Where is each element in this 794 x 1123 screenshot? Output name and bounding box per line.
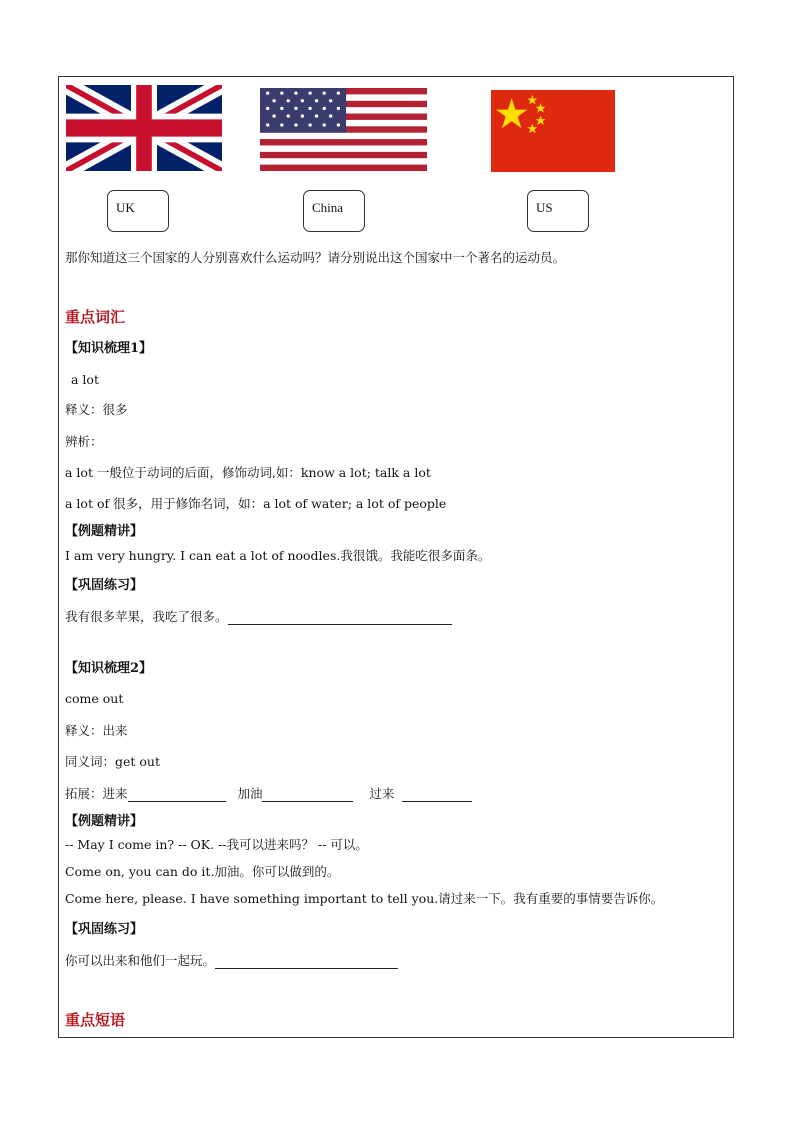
example-title-1: 【例题精讲】 <box>65 524 144 539</box>
answer-blank-come-in[interactable] <box>128 789 226 802</box>
word-come-out: come out <box>65 691 124 706</box>
phrase-heading: 重点短语 <box>65 1011 126 1029</box>
label-box-china[interactable]: China <box>303 190 365 232</box>
intro-question: 那你知道这三个国家的人分别喜欢什么运动吗？请分别说出这个国家中一个著名的运动员。 <box>65 250 566 265</box>
answer-blank-come-on[interactable] <box>262 789 353 802</box>
analysis-line-2: a lot of 很多，用于修饰名词，如：a lot of water; a lot of people <box>65 496 447 511</box>
analysis-label: 辨析： <box>65 434 103 449</box>
knowledge-title-1: 【知识梳理1】 <box>65 341 153 356</box>
label-box-uk[interactable]: UK <box>107 190 169 232</box>
practice-title-2: 【巩固练习】 <box>65 922 144 937</box>
example-1: I am very hungry. I can eat a lot of noodles.我很饿。我能吃很多面条。 <box>65 548 491 563</box>
answer-blank-1[interactable] <box>228 612 452 625</box>
answer-blank-2[interactable] <box>215 956 398 969</box>
knowledge-title-2: 【知识梳理2】 <box>65 661 153 676</box>
expand-label-2: 加油 <box>237 786 263 801</box>
word-a-lot: a lot <box>71 372 99 387</box>
uk-flag-image <box>66 85 222 171</box>
example-2c: Come here, please. I have something important to tell you.请过来一下。我有重要的事情要告诉你。 <box>65 891 664 906</box>
practice-title-1: 【巩固练习】 <box>65 578 144 593</box>
practice-text-2: 你可以出来和他们一起玩。 <box>65 953 216 968</box>
practice-question-2 <box>65 953 398 969</box>
example-2a: -- May I come in? -- OK. --我可以进来吗？ -- 可以。 <box>65 837 368 852</box>
practice-question-1 <box>65 609 452 625</box>
us-flag-image <box>260 88 427 171</box>
vocab-heading: 重点词汇 <box>65 308 126 326</box>
practice-text-1: 我有很多苹果，我吃了很多。 <box>65 609 228 624</box>
synonym-line: 同义词：get out <box>65 754 160 769</box>
expand-label-1: 拓展：进来 <box>65 786 128 801</box>
china-flag-image <box>491 90 615 172</box>
expand-label-3: 过来 <box>369 786 395 801</box>
expand-line <box>65 786 472 802</box>
meaning-1: 释义：很多 <box>65 402 128 417</box>
label-box-us[interactable]: US <box>527 190 589 232</box>
meaning-2: 释义：出来 <box>65 723 128 738</box>
answer-blank-come-here[interactable] <box>402 789 472 802</box>
example-2b: Come on, you can do it.加油。你可以做到的。 <box>65 864 340 879</box>
example-title-2: 【例题精讲】 <box>65 814 144 829</box>
analysis-line-1: a lot 一般位于动词的后面，修饰动词,如：know a lot; talk a lot <box>65 465 431 480</box>
